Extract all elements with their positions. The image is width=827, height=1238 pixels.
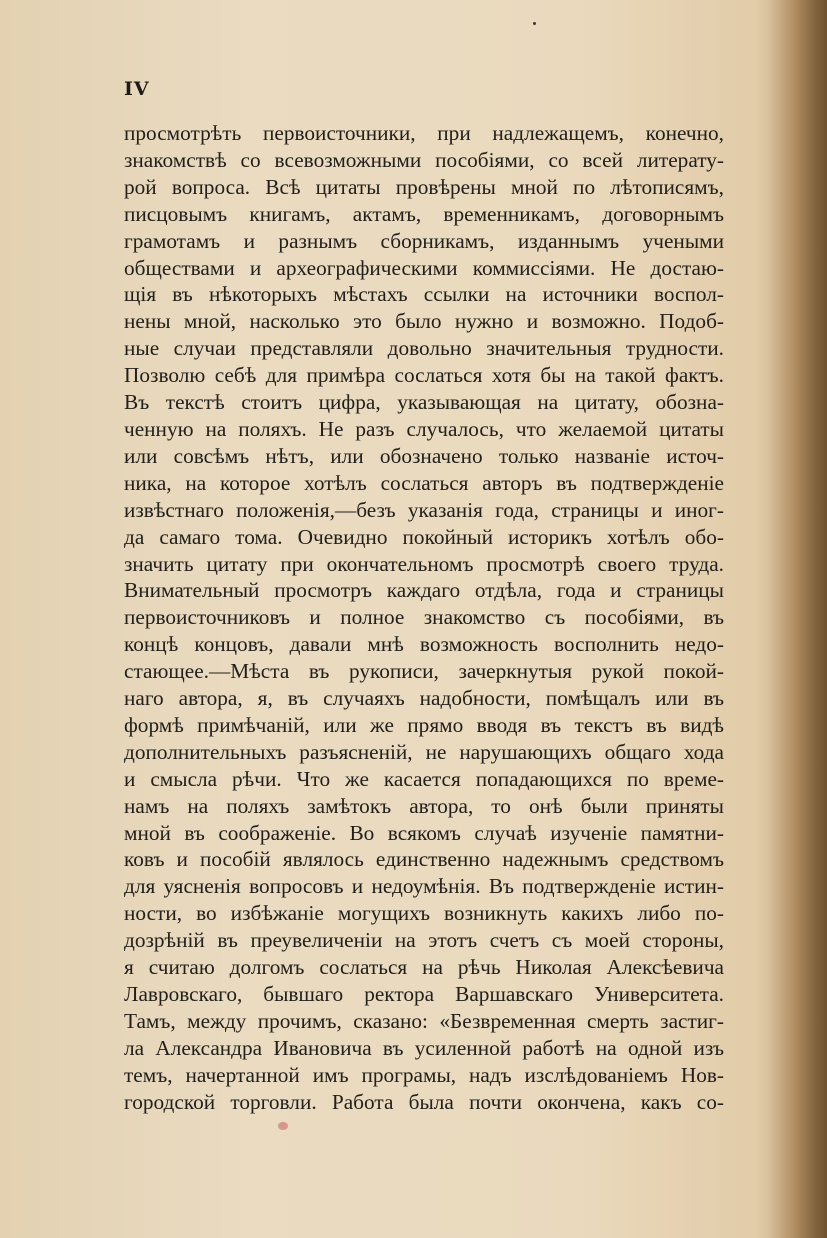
text-line: щія въ нѣкоторыхъ мѣстахъ ссылки на источники воспол- (124, 282, 724, 307)
red-stain (278, 1122, 288, 1130)
text-line: Тамъ, между прочимъ, сказано: «Безвременная смерть застиг- (124, 1008, 724, 1033)
text-line: мной въ соображеніе. Во всякомъ случаѣ изученіе памятни- (124, 820, 724, 845)
text-line: ные случаи представляли довольно значительныя трудности. (124, 336, 724, 361)
text-line: первоисточниковъ и полное знакомство съ пособіями, въ (124, 605, 724, 630)
page-number: IV (124, 78, 150, 100)
text-line: наго автора, я, въ случаяхъ надобности, помѣщалъ или въ (124, 686, 724, 711)
text-line: обществами и археографическими коммиссіями. Не достаю- (124, 255, 724, 280)
text-line: и смысла рѣчи. Что же касается попадающихся по време- (124, 766, 724, 791)
text-line: дополнительныхъ разъясненій, не нарушающихъ общаго хода (124, 739, 724, 764)
text-line: нены мной, насколько это было нужно и возможно. Подоб- (124, 309, 724, 334)
text-line: да самаго тома. Очевидно покойный историкъ хотѣлъ обо- (124, 524, 724, 549)
text-line: Лавровскаго, бывшаго ректора Варшавскаго Университета. (124, 982, 724, 1006)
text-line: ника, на которое хотѣлъ сослаться авторъ въ подтвержденіе (124, 470, 724, 495)
text-line: городской торговли. Работа была почти окончена, какъ со- (124, 1089, 724, 1114)
text-line: дозрѣній въ преувеличеніи на этотъ счетъ съ моей стороны, (124, 928, 724, 953)
text-line: стающее.—Мѣста въ рукописи, зачеркнутыя рукой покой- (124, 659, 724, 684)
text-line: ковъ и пособій являлось единственно надежнымъ средствомъ (124, 847, 724, 872)
text-line: или совсѣмъ нѣтъ, или обозначено только названіе источ- (124, 443, 724, 468)
text-line: я считаю долгомъ сослаться на рѣчь Николая Алексѣевича (124, 955, 724, 980)
text-line: ла Александра Ивановича въ усиленной работѣ на одной изъ (124, 1035, 724, 1060)
text-line: Позволю себѣ для примѣра сослаться хотя бы на такой фактъ. (124, 363, 724, 388)
text-line: рой вопроса. Всѣ цитаты провѣрены мной по лѣтописямъ, (124, 174, 724, 199)
text-line: Въ текстѣ стоитъ цифра, указывающая на цитату, обозна- (124, 390, 724, 415)
ink-speck (533, 22, 536, 25)
text-line: знакомствѣ со всевозможными пособіями, со всей литерату- (124, 147, 724, 172)
text-line: для уясненія вопросовъ и недоумѣнія. Въ подтвержденіе истин- (124, 874, 724, 899)
book-spine-shadow (757, 0, 827, 1238)
text-line: писцовымъ книгамъ, актамъ, временникамъ, договорнымъ (124, 201, 724, 226)
text-line: намъ на поляхъ замѣтокъ автора, то онѣ были приняты (124, 793, 724, 818)
body-text (124, 120, 724, 1116)
text-line: грамотамъ и разнымъ сборникамъ, изданнымъ учеными (124, 228, 724, 253)
text-line: концѣ концовъ, давали мнѣ возможность восполнить недо- (124, 632, 724, 657)
text-line: значить цитату при окончательномъ просмотрѣ своего труда. (124, 551, 724, 576)
text-line: ности, во избѣжаніе могущихъ возникнуть какихъ либо по- (124, 901, 724, 926)
text-line: Внимательный просмотръ каждаго отдѣла, года и страницы (124, 578, 724, 603)
text-line: темъ, начертанной имъ програмы, надъ изслѣдованіемъ Нов- (124, 1062, 724, 1087)
text-line: просмотрѣть первоисточники, при надлежащемъ, конечно, (124, 121, 724, 145)
text-line: ченную на поляхъ. Не разъ случалось, что желаемой цитаты (124, 416, 724, 441)
text-line: извѣстнаго положенія,—безъ указанія года, страницы и иног- (124, 497, 724, 522)
text-line: формѣ примѣчаній, или же прямо вводя въ текстъ въ видѣ (124, 712, 724, 737)
